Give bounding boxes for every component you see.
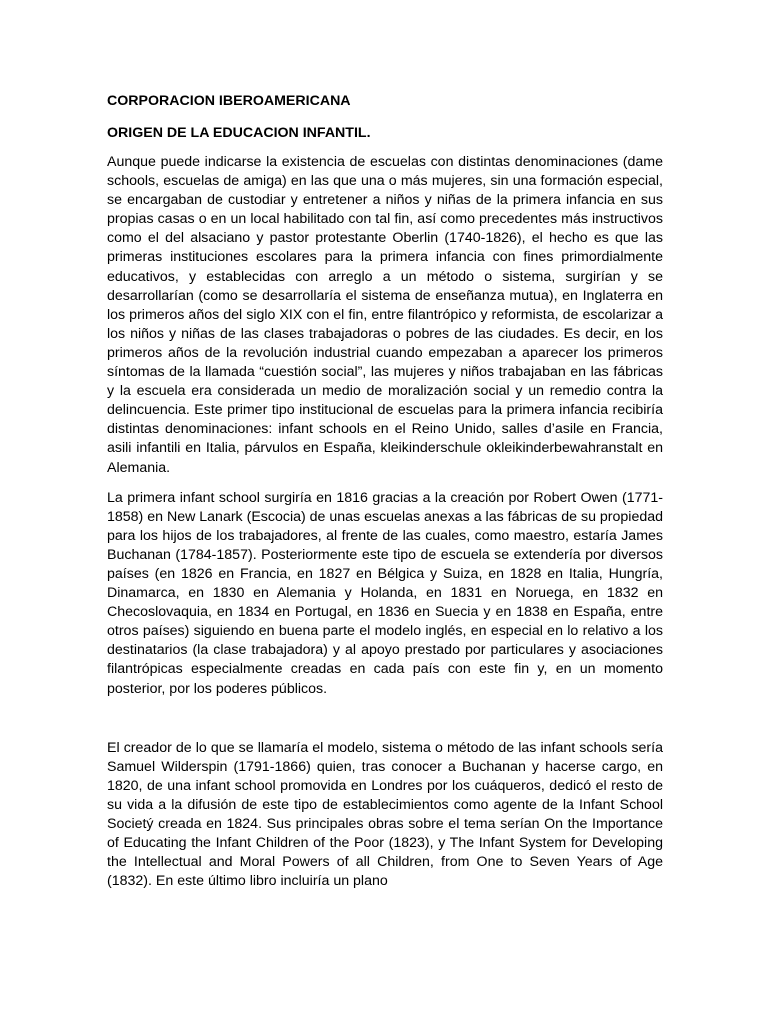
document-title: ORIGEN DE LA EDUCACION INFANTIL. bbox=[107, 125, 371, 141]
paragraph-1: Aunque puede indicarse la existencia de escuelas con distintas denominaciones (dame schools, escuelas de amiga) en las que una o más mujeres, sin una formación especial, se encargaban de custodiar y entretener a niños y niñas de la primera infancia en sus propias casas o en un local habilitado con tal fin, así como precedentes más instructivos como el del alsaciano y pastor protestante Oberlin (1740-1826), el hecho es que las primeras instituciones escolares para la primera infancia con fines primordialmente educativos, y establecidas con arreglo a un método o sistema, surgirían y se desarrollarían (como se desarrollaría el sistema de enseñanza mutua), en Inglaterra en los primeros años del siglo XIX con el fin, entre filantrópico y reformista, de escolarizar a los niños y niñas de las clases trabajadoras o pobres de las ciudades. Es decir, en los primeros años de la revolución industrial cuando empezaban a aparecer los primeros síntomas de la llamada “cuestión social”, las mujeres y niños trabajaban en las fábricas y la escuela era considerada un medio de moralización social y un remedio contra la delincuencia. Este primer tipo institucional de escuelas para la primera infancia recibiría distintas denominaciones: infant schools en el Reino Unido, salles d’asile en Francia, asili infantili en Italia, párvulos en España, kleikinderschule okleikinderbewahranstalt en Alemania. bbox=[107, 154, 663, 476]
institution-header: CORPORACION IBEROAMERICANA bbox=[107, 93, 351, 109]
document-page bbox=[107, 92, 663, 891]
paragraph-2: La primera infant school surgiría en 1816 gracias a la creación por Robert Owen (1771-1858) en New Lanark (Escocia) de unas escuelas anexas a las fábricas de su propiedad para los hijos de los trabajadores, al frente de las cuales, como maestro, estaría James Buchanan (1784-1857). Posteriormente este tipo de escuela se extendería por diversos países (en 1826 en Francia, en 1827 en Bélgica y Suiza, en 1828 en Italia, Hungría, Dinamarca, en 1830 en Alemania y Holanda, en 1831 en Noruega, en 1832 en Checoslovaquia, en 1834 en Portugal, en 1836 en Suecia y en 1838 en España, entre otros países) siguiendo en buena parte el modelo inglés, en especial en lo relativo a los destinatarios (la clase trabajadora) y al apoyo prestado por particulares y asociaciones filantrópicas especialmente creadas en cada país con este fin y, en un momento posterior, por los poderes públicos. bbox=[107, 489, 664, 697]
paragraph-3: El creador de lo que se llamaría el modelo, sistema o método de las infant schools sería Samuel Wilderspin (1791-1866) quien, tras conocer a Buchanan y hacerse cargo, en 1820, de una infant school promovida en Londres por los cuáqueros, dedicó el resto de su vida a la difusión de este tipo de establecimientos como agente de la Infant School Societý creada en 1824. Sus principales obras sobre el tema serían On the Importance of Educating the Infant Children of the Poor (1823), y The Infant System for Developing the Intellectual and Moral Powers of all Children, from One to Seven Years of Age (1832). En este último libro incluiría un plano bbox=[107, 739, 663, 890]
